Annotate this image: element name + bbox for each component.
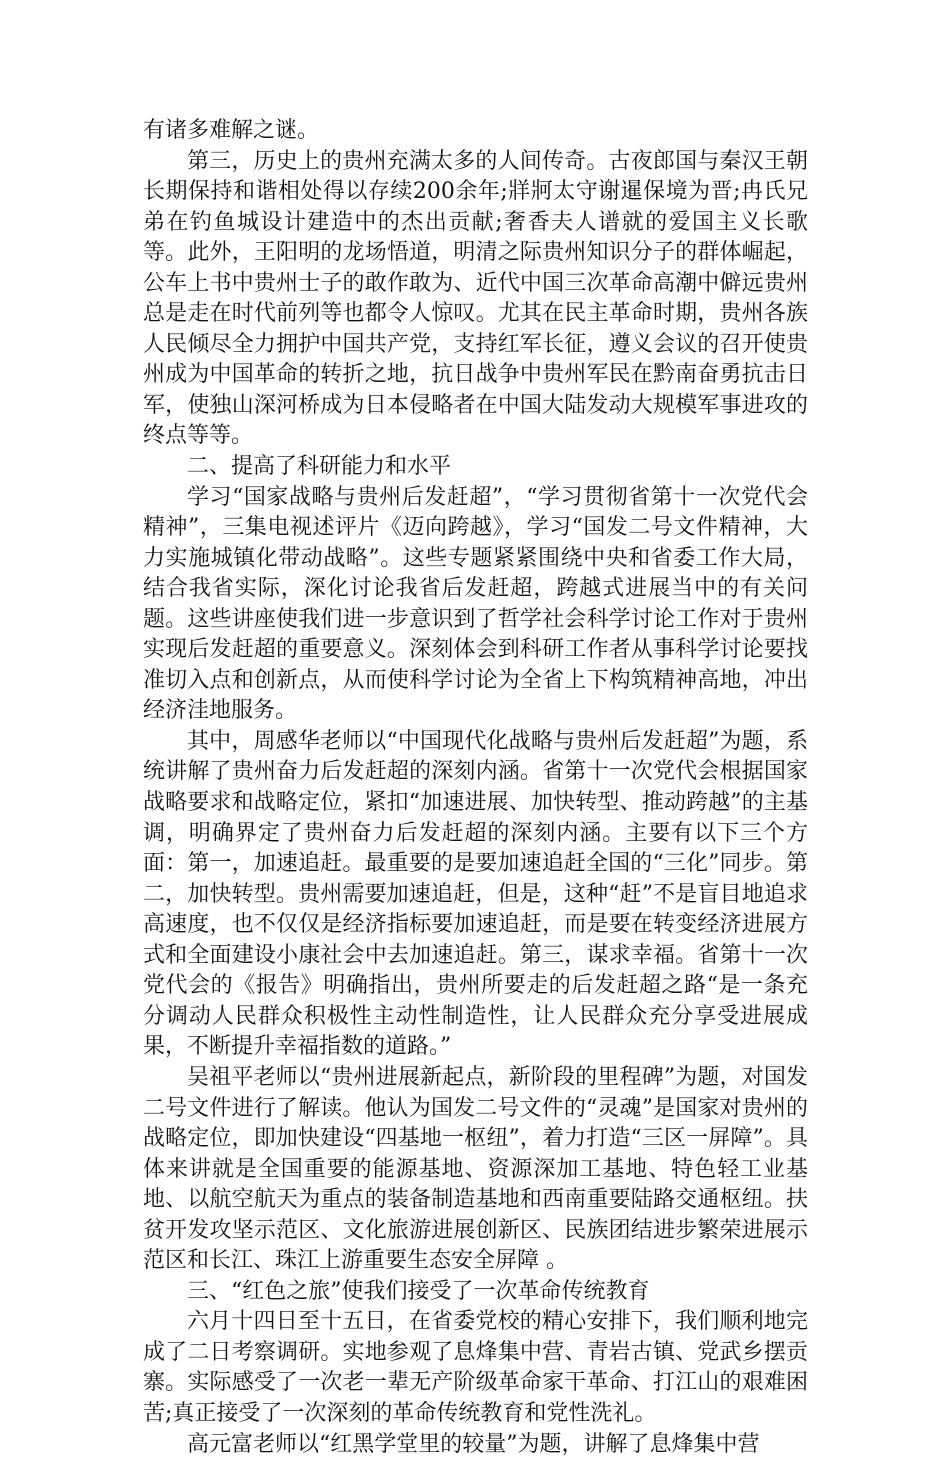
paragraph-6: 六月十四日至十五日，在省委党校的精心安排下，我们顺利地完成了二日考察调研。实地参观了息烽集中营、青岩古镇、党武乡摆贡寨。实际感受了一次老一辈无产阶级革命家干革命、打江山的艰难困苦;真正接受了一次深刻的革命传统教育和党性洗礼。 [143, 1309, 808, 1426]
paragraph-3: 学习“国家战略与贵州后发赶超”，“学习贯彻省第十一次党代会精神”，三集电视述评片《迈向跨越》，学习“国发二号文件精神，大力实施城镇化带动战略”。这些专题紧紧围绕中央和省委工作大局，结合我省实际，深化讨论我省后发赶超，跨越式进展当中的有关问题。这些讲座使我们进一步意识到了哲学社会科学讨论工作对于贵州实现后发赶超的重要意义。深刻体会到科研工作者从事科学讨论要找准切入点和创新点，从而使科学讨论为全省上下构筑精神高地，冲出经济洼地服务。 [143, 484, 808, 724]
paragraph-7: 高元富老师以“红黑学堂里的较量”为题，讲解了息烽集中营 [187, 1431, 760, 1457]
paragraph-1: 有诸多难解之谜。 [143, 118, 320, 143]
paragraph-4: 其中，周感华老师以“中国现代化战略与贵州后发赶超”为题，系统讲解了贵州奋力后发赶超的深刻内涵。省第十一次党代会根据国家战略要求和战略定位，紧扣“加速进展、加快转型、推动跨越”的主基调，明确界定了贵州奋力后发赶超的深刻内涵。主要有以下三个方面：第一，加速追赶。最重要的是要加速追赶全国的“三化”同步。第二，加快转型。贵州需要加速追赶，但是，这种“赶”不是盲目地追求高速度，也不仅仅是经济指标要加速追赶，而是要在转变经济进展方式和全面建设小康社会中去加速追赶。第三，谋求幸福。省第十一次党代会的《报告》明确指出，贵州所要走的后发赶超之路“是一条充分调动人民群众积极性主动性制造性，让人民群众充分享受进展成果，不断提升幸福指数的道路。” [143, 728, 808, 1060]
section-heading-2: 二、提高了科研能力和水平 [187, 454, 452, 480]
document-page [143, 116, 808, 1460]
paragraph-5: 吴祖平老师以“贵州进展新起点，新阶段的里程碑”为题，对国发二号文件进行了解读。他认为国发二号文件的“灵魂”是国家对贵州的战略定位，即加快建设“四基地一枢纽”，着力打造“三区一屏障”。具体来讲就是全国重要的能源基地、资源深加工基地、特色轻工业基地、以航空航天为重点的装备制造基地和西南重要陆路交通枢纽。扶贫开发攻坚示范区、文化旅游进展创新区、民族团结进步繁荣进展示范区和长江、珠江上游重要生态安全屏障 。 [143, 1064, 808, 1274]
paragraph-2: 第三，历史上的贵州充满太多的人间传奇。古夜郎国与秦汉王朝长期保持和谐相处得以存续200余年;牂牁太守谢暹保境为晋;冉氏兄弟在钓鱼城设计建造中的杰出贡献;奢香夫人谱就的爱国主义长歌等。此外，王阳明的龙场悟道，明清之际贵州知识分子的群体崛起，公车上书中贵州士子的敢作敢为、近代中国三次革命高潮中僻远贵州总是走在时代前列等也都令人惊叹。尤其在民主革命时期，贵州各族人民倾尽全力拥护中国共产党，支持红军长征，遵义会议的召开使贵州成为中国革命的转折之地，抗日战争中贵州军民在黔南奋勇抗击日军，使独山深河桥成为日本侵略者在中国大陆发动大规模军事进攻的终点等等。 [143, 148, 808, 449]
section-heading-3: 三、“红色之旅”使我们接受了一次革命传统教育 [187, 1278, 650, 1304]
